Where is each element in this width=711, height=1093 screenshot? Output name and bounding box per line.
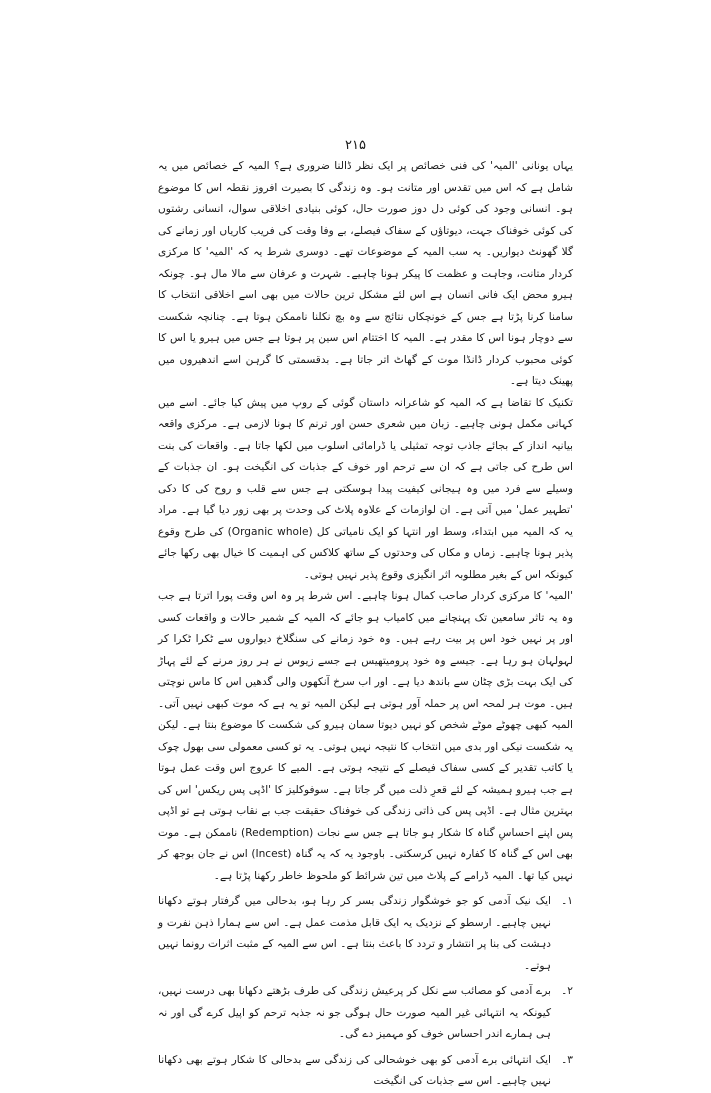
list-item-number: ۲۔ xyxy=(561,985,573,997)
list-item xyxy=(158,1050,573,1093)
list-item-text: ایک نیک آدمی کو جو خوشگوار زندگی بسر کر رہا ہو، بدحالی میں گرفتار ہوتے دکھانا نہیں چاہیے۔ ارسطو کے نزدیک یہ ایک قابل مذمت عمل ہے۔ اس سے ہمارا ذہن نفرت و دہشت کی بنا پر انتشار و تردد کا باعث بنتا ہے۔ اس سے المیہ کے مثبت اثرات رونما نہیں ہوتے۔ xyxy=(158,895,551,972)
paragraph-tragic-hero: 'المیہ' کا مرکزی کردار صاحب کمال ہونا چاہیے۔ اس شرط پر وہ اس وقت پورا اترتا ہے جب وہ یہ تاثر سامعین تک پہنچانے میں کامیاب ہو جائے کہ المیہ کے شمیر حالات و واقعات کسی اور پر نہیں خود اس پر بیت رہے ہیں۔ وہ خود زمانے کی سنگلاخ دیواروں سے ٹکرا ٹکرا کر لہولہان ہو رہا ہے۔ جیسے وہ خود پرومیتھیس ہے جسے زیوس نے ہر روز مرنے کے لئے پہاڑ کی ایک بہت بڑی چٹان سے باندھ دیا ہے۔ اور اب سرخ آنکھوں والی گدھیں اس کا ماس نوچتی ہیں۔ موت ہر لمحہ اس پر حملہ آور ہوتی ہے لیکن المیہ تو یہ ہے کہ موت کبھی نہیں آتی۔ المیہ کبھی چھوٹے موٹے شخص کو نہیں دیوتا سمان ہیرو کی شکست کا موضوع بنتا ہے۔ لیکن یہ شکست نیکی اور بدی میں انتخاب کا نتیجہ نہیں ہوتی۔ یہ تو کسی معمولی سی بھول چوک یا کاتب تقدیر کے کسی سفاک فیصلے کے نتیجہ ہوتی ہے۔ المیے کا عروج اس وقت عمل ہوتا ہے جب ہیرو ہمیشہ کے لئے قعرِ ذلت میں گر جاتا ہے۔ سوفوکلیز کا 'اڈپی پس ریکس' اس کی بہترین مثال ہے۔ اڈپی پس کی ذاتی زندگی کی خوفناک حقیقت جب بے نقاب ہوتی ہے تو اڈپی پس اپنے احساسِ گناہ کا شکار ہو جاتا ہے جس سے نجات (Redemption) ناممکن ہے۔ موت بھی اس کے گناہ کا کفارہ نہیں کرسکتی۔ باوجود یہ کہ یہ گناہ (Incest) اس نے جان بوجھ کر نہیں کیا تھا۔ المیہ ڈرامے کے پلاٹ میں تین شرائط کو ملحوظ خاطر رکھنا پڑتا ہے۔ xyxy=(158,590,573,882)
body-text xyxy=(158,156,573,1093)
paragraph-tragedy-technique: تکنیک کا تقاضا ہے کہ المیہ کو شاعرانہ داستان گوئی کے روپ میں پیش کیا جائے۔ اسے میں کہانی مکمل ہونی چاہیے۔ زبان میں شعری حسن اور ترنم کا ہونا لازمی ہے۔ مرکزی واقعہ بیانیہ انداز کے بجائے جاذب توجہ تمثیلی یا ڈرامائی اسلوب میں لکھا جاتا ہے۔ واقعات کی بنت اس طرح کی جاتی ہے کہ ان سے ترحم اور خوف کے جذبات کی انگیخت ہو۔ ان جذبات کے وسیلے سے فرد میں وہ ہیجانی کیفیت پیدا ہوسکتی ہے جس سے قلب و روح کی کا دکی 'تطہیر عمل' میں آتی ہے۔ ان لوازمات کے علاوہ پلاٹ کی وحدت پر بھی زور دیا گیا ہے۔ مراد یہ کہ المیہ میں ابتداء، وسط اور انتہا کو ایک نامیاتی کل (Organic whole) کی طرح وقوع پذیر ہونا چاہیے۔ زماں و مکاں کی وحدتوں کے ساتھ کلاکس کی اہمیت کا خیال بھی رکھا جائے کیونکہ اس کے بغیر مطلوبہ اثر انگیزی وقوع پذیر نہیں ہوتی۔ xyxy=(158,396,573,581)
list-item-text: ایک انتہائی برے آدمی کو بھی خوشحالی کی زندگی سے بدحالی کا شکار ہوتے بھی دکھانا نہیں چاہیے۔ اس سے جذبات کی انگیخت xyxy=(158,1053,551,1087)
list-item xyxy=(158,891,573,977)
list-item xyxy=(158,981,573,1046)
page-number: ۲۱۵ xyxy=(345,138,366,153)
list-item-text: برے آدمی کو مصائب سے نکل کر پرعیش زندگی کی طرف بڑھتے دکھانا بھی درست نہیں، کیونکہ یہ انتہائی غیر المیہ صورت حال ہوگی جو نہ جذبہ ترحم کو اپیل کرے گی اور نہ ہی ہمارے اندر احساس خوف کو مہمیز دے گی۔ xyxy=(158,985,551,1040)
list-item-number: ۱۔ xyxy=(561,895,573,907)
paragraph-tragedy-characteristics: یہاں یونانی 'المیہ' کی فنی خصائص پر ایک نظر ڈالنا ضروری ہے؟ المیہ کے خصائص میں یہ شامل ہے کہ اس میں تقدس اور متانت ہو۔ وہ زندگی کا بصیرت افروز نقطہ اس کا موضوع ہو۔ انسانی وجود کی کوئی دل دوز صورت حال، کوئی بنیادی اخلاقی سوال، انسانی رشتوں کی کوئی خوفناک جہت، دیوتاؤں کے سفاک فیصلے، بے وفا وقت کی فریب کاریاں اور زمانے کی گلا گھونٹ دیواریں۔ یہ سب المیہ کے موضوعات تھے۔ دوسری شرط یہ کہ 'المیہ' کا مرکزی کردار متانت، وجاہت و عظمت کا پیکر ہونا چاہیے۔ شہرت و عرفان سے مالا مال ہو۔ چونکہ ہیرو محض ایک فانی انسان ہے اس لئے مشکل ترین حالات میں بھی اسے اخلاقی انتخاب کا سامنا کرنا پڑتا ہے جس کے خونچکاں نتائج سے وہ بچ نکلنا ناممکن ہوتا ہے۔ چنانچہ شکست سے دوچار ہونا اس کا مقدر ہے۔ المیہ کا اختتام اس سین پر ہوتا ہے جس میں ہیرو یا اس کا کوئی محبوب کردار ڈانڈا موت کے گھاٹ اتر جاتا ہے۔ بدقسمتی کا گرہن اسے اندھیروں میں پھینک دیتا ہے۔ xyxy=(158,160,573,387)
list-item-number: ۳۔ xyxy=(561,1053,573,1066)
